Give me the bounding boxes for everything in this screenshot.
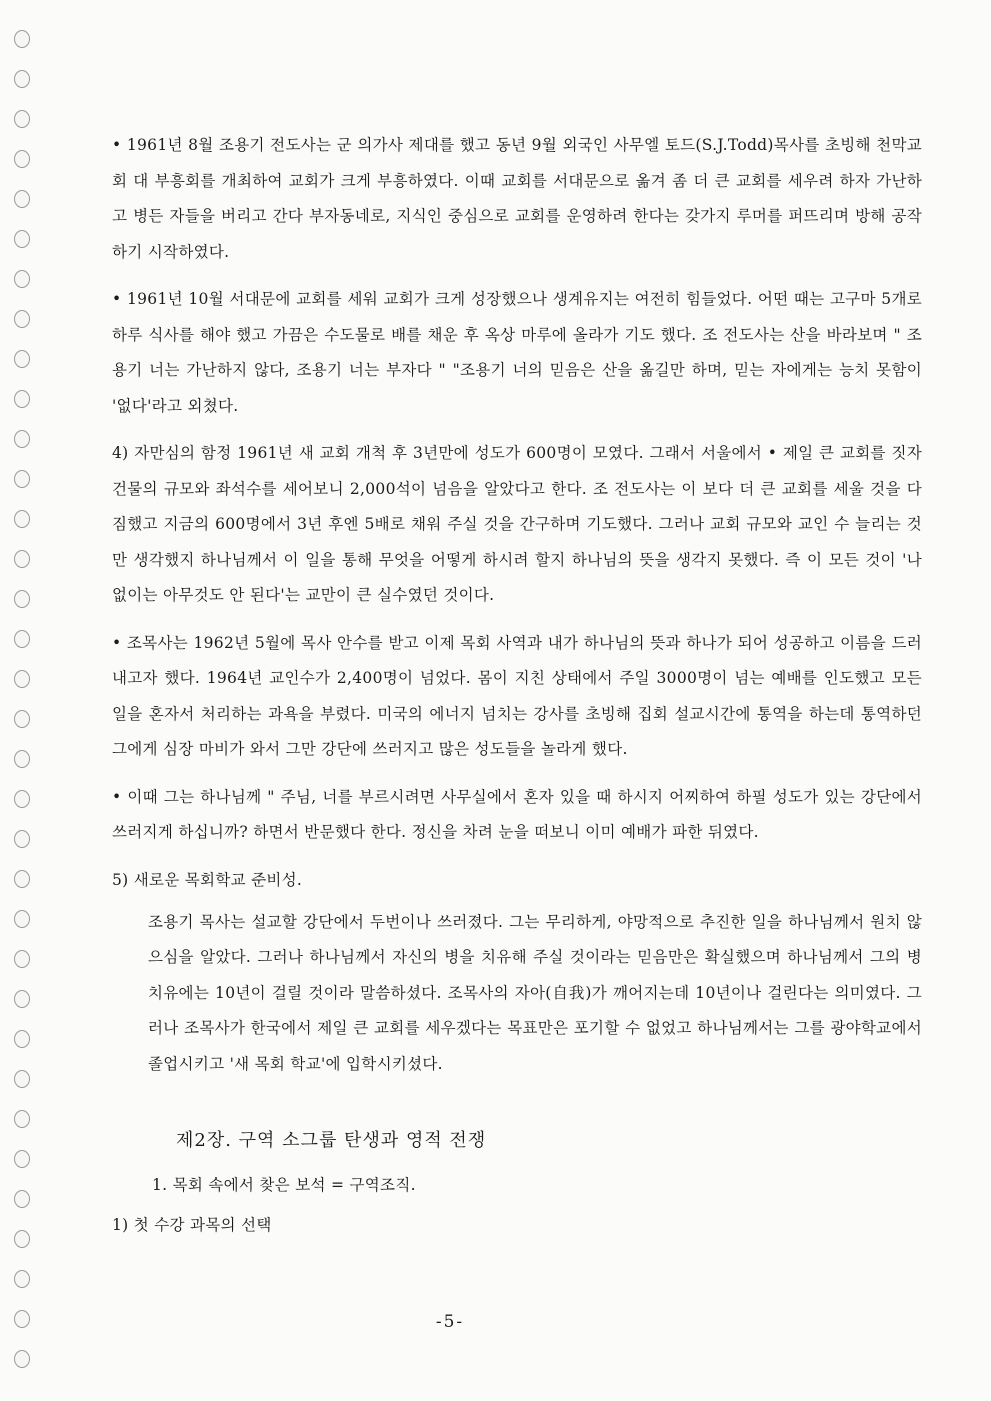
- binder-hole-icon: [14, 550, 30, 568]
- binder-hole-icon: [14, 1310, 30, 1328]
- binder-hole-icon: [14, 950, 30, 968]
- binder-hole-icon: [14, 830, 30, 848]
- handwritten-body: [112, 128, 922, 1242]
- binder-hole-icon: [14, 1350, 30, 1368]
- binder-holes: [8, 20, 38, 1390]
- binder-hole-icon: [14, 870, 30, 888]
- binder-hole-icon: [14, 750, 30, 768]
- binder-hole-icon: [14, 670, 30, 688]
- binder-hole-icon: [14, 1150, 30, 1168]
- page-number: -5-: [435, 1312, 465, 1332]
- binder-hole-icon: [14, 110, 30, 128]
- binder-hole-icon: [14, 1110, 30, 1128]
- binder-hole-icon: [14, 1070, 30, 1088]
- chapter-title: 제2장. 구역 소그룹 탄생과 영적 전쟁: [176, 1130, 487, 1151]
- binder-hole-icon: [14, 430, 30, 448]
- paragraph-pride-trap: 4) 자만심의 함정 1961년 새 교회 개척 후 3년만에 성도가 600명이 모였다. 그래서 서울에서 • 제일 큰 교회를 짓자 건물의 규모와 좌석수를 세어보니 2,000석이 넘음을 알았다고 한다. 조 전도사는 이 보다 더 큰 교회를 세울 것을 다짐했고 지금의 600명에서 3년 후엔 5배로 채워 주실 것을 간구하며 기도했다. 그러나 교회 규모와 교인 수 늘리는 것만 생각했지 하나님께서 이 일을 통해 무엇을 어떻게 하시려 할지 하나님의 뜻을 생각지 못했다. 즉 이 모든 것이 '나 없이는 아무것도 안 된다'는 교만이 큰 실수였던 것이다.: [112, 444, 922, 604]
- binder-hole-icon: [14, 70, 30, 88]
- paragraph-prayer: • 이때 그는 하나님께 " 주님, 너를 부르시려면 사무실에서 혼자 있을 때 하시지 어찌하여 하필 성도가 있는 강단에서 쓰러지게 하십니까? 하면서 반문했다 한다. 정신을 차려 눈을 떠보니 이미 예배가 파한 뒤였다.: [112, 787, 922, 841]
- paragraph-1961-aug: • 1961년 8월 조용기 전도사는 군 의가사 제대를 했고 동년 9월 외국인 사무엘 토드(S.J.Todd)목사를 초빙해 천막교회 대 부흥회를 개최하여 교회가 크게 부흥하였다. 이때 교회를 서대문으로 옮겨 좀 더 큰 교회를 세우려 하자 가난하고 병든 자들을 버리고 간다 부자동네로, 지식인 중심으로 교회를 운영하려 한다는 갖가지 루머를 퍼뜨리며 방해 공작하기 시작하였다.: [112, 136, 922, 261]
- section-heading-1: 1. 목회 속에서 찾은 보석 = 구역조직.: [152, 1176, 416, 1194]
- binder-hole-icon: [14, 630, 30, 648]
- binder-hole-icon: [14, 270, 30, 288]
- binder-hole-icon: [14, 350, 30, 368]
- binder-hole-icon: [14, 1270, 30, 1288]
- paragraph-1961-oct: • 1961년 10월 서대문에 교회를 세워 교회가 크게 성장했으나 생계유지는 여전히 힘들었다. 어떤 때는 고구마 5개로 하루 식사를 해야 했고 가끔은 수도물로 배를 채운 후 옥상 마루에 올라가 기도 했다. 조 전도사는 산을 바라보며 " 조용기 너는 가난하지 않다, 조용기 너는 부자다 " "조용기 너의 믿음은 산을 옮길만 하며, 믿는 자에게는 능치 못함이 '없다'라고 외쳤다.: [112, 290, 922, 415]
- section-heading-new-school: 5) 새로운 목회학교 준비성.: [112, 870, 303, 889]
- binder-hole-icon: [14, 30, 30, 48]
- binder-hole-icon: [14, 1030, 30, 1048]
- binder-hole-icon: [14, 1230, 30, 1248]
- section-heading-1-1: 1) 첫 수강 과목의 선택: [112, 1216, 272, 1234]
- binder-hole-icon: [14, 990, 30, 1008]
- binder-hole-icon: [14, 150, 30, 168]
- binder-hole-icon: [14, 190, 30, 208]
- binder-hole-icon: [14, 910, 30, 928]
- binder-hole-icon: [14, 230, 30, 248]
- binder-hole-icon: [14, 1190, 30, 1208]
- binder-hole-icon: [14, 710, 30, 728]
- binder-hole-icon: [14, 470, 30, 488]
- binder-hole-icon: [14, 590, 30, 608]
- binder-hole-icon: [14, 510, 30, 528]
- paragraph-ordination: • 조목사는 1962년 5월에 목사 안수를 받고 이제 목회 사역과 내가 하나님의 뜻과 하나가 되어 성공하고 이름을 드러내고자 했다. 1964년 교인수가 2,400명이 넘었다. 몸이 지친 상태에서 주일 3000명이 넘는 예배를 인도했고 모든 일을 혼자서 처리하는 과욕을 부렸다. 미국의 에너지 넘치는 강사를 초빙해 집회 설교시간에 통역을 하는데 통역하던 그에게 심장 마비가 와서 그만 강단에 쓰러지고 많은 성도들을 놀라게 했다.: [112, 633, 922, 758]
- paragraph-new-school: 조용기 목사는 설교할 강단에서 두번이나 쓰러졌다. 그는 무리하게, 야망적으로 추진한 일을 하나님께서 원치 않으심을 알았다. 그러나 하나님께서 자신의 병을 치유해 주실 것이라는 믿음만은 확실했으며 하나님께서 그의 병 치유에는 10년이 걸릴 것이라 말씀하셨다. 조목사의 자아(自我)가 깨어지는데 10년이나 걸린다는 의미였다. 그러나 조목사가 한국에서 제일 큰 교회를 세우겠다는 목표만은 포기할 수 없었고 하나님께서는 그를 광야학교에서 졸업시키고 '새 목회 학교'에 입학시키셨다.: [148, 912, 922, 1073]
- binder-hole-icon: [14, 390, 30, 408]
- binder-hole-icon: [14, 310, 30, 328]
- binder-hole-icon: [14, 790, 30, 808]
